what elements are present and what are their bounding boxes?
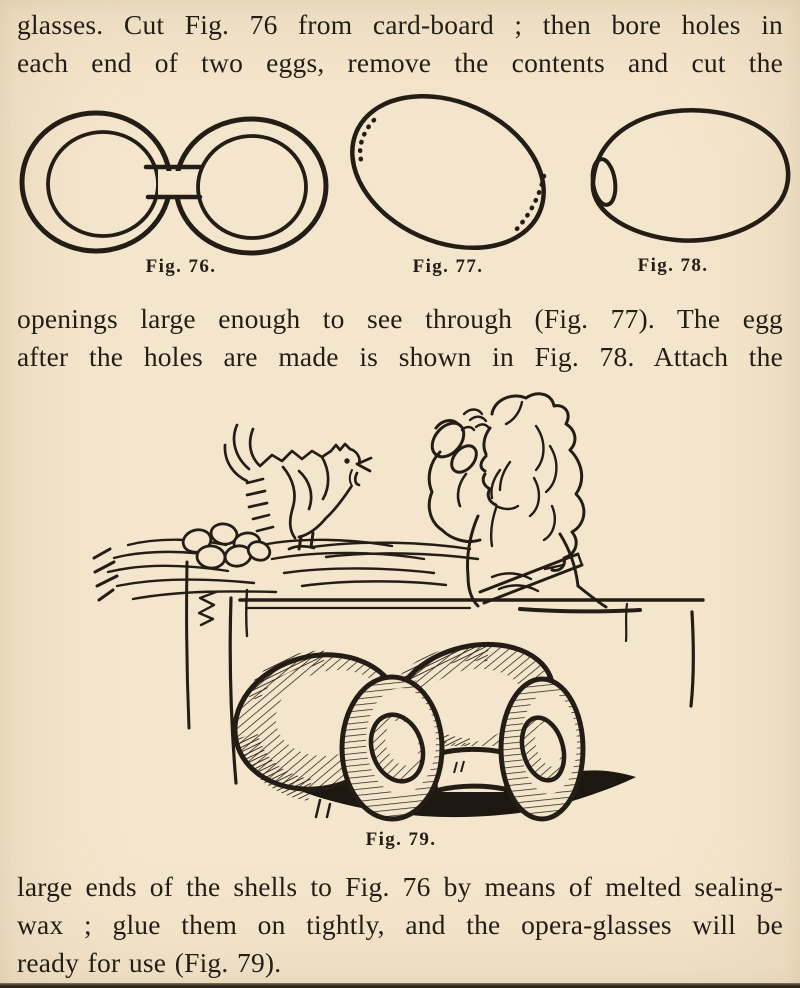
paragraph-3-line-3: ready for use (Fig. 79). [17, 947, 282, 978]
fig76-caption: Fig. 76. [145, 256, 217, 277]
girl-sketch [426, 394, 606, 607]
paragraph-2-line-2: after the holes are made is shown in Fig. 78. Attach the [17, 341, 783, 372]
fig77-drawing [340, 94, 555, 254]
nest-sketch [94, 540, 563, 600]
paragraph-2-line-1: openings large enough to see through (Fig. 77). The egg [17, 303, 783, 334]
opera-glasses-sketch [221, 629, 583, 819]
hen-sketch [225, 425, 371, 549]
paragraph-3-line-2: wax ; glue them on tightly, and the opera-glasses will be [17, 909, 783, 940]
fig78-caption: Fig. 78. [637, 255, 709, 276]
paragraph-3-line-1: large ends of the shells to Fig. 76 by means of melted sealing- [17, 871, 783, 902]
fig77-caption: Fig. 77. [412, 256, 484, 277]
fig79-drawing [86, 392, 726, 830]
paragraph-2 [17, 300, 783, 376]
fig79-caption: Fig. 79. [365, 829, 437, 850]
fig78-drawing [580, 100, 795, 256]
fig76-drawing [18, 108, 330, 258]
paragraph-3 [17, 868, 783, 982]
paragraph-1-line-2: each end of two eggs, remove the contents and cut the [17, 47, 783, 78]
page-bottom-scan-edge [0, 983, 800, 988]
paragraph-1 [17, 6, 783, 82]
paragraph-1-line-1: glasses. Cut Fig. 76 from card-board ; then bore holes in [17, 9, 783, 40]
